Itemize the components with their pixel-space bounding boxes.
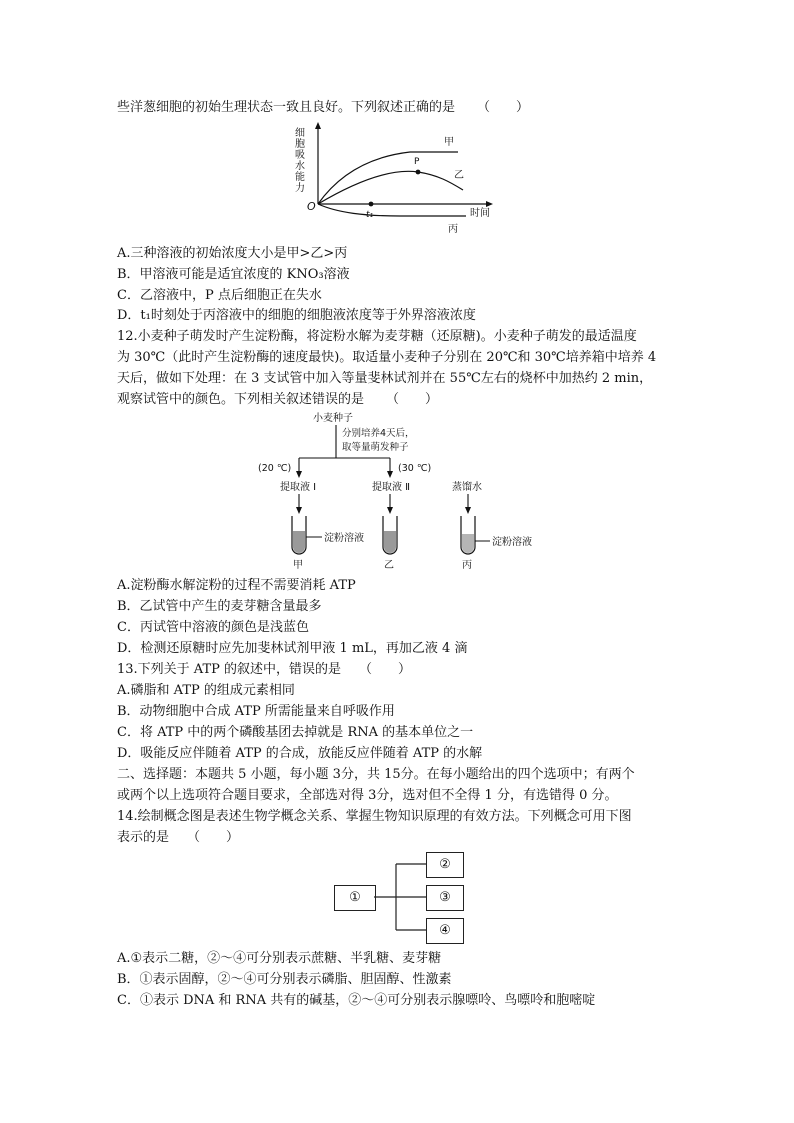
curve-jia	[318, 152, 458, 204]
section-2-line-1: 二、选择题：本题共 5 小题，每小题 3分，共 15分。在每小题给出的四个选项中；有两个	[117, 767, 635, 782]
q12-diagram	[250, 408, 550, 573]
tube-yi-label: 乙	[384, 560, 394, 571]
q13-option-b: B．动物细胞中合成 ATP 所需能量来自呼吸作用	[117, 704, 395, 719]
q12-stem-line-4: 观察试管中的颜色。下列相关叙述错误的是 （ ）	[117, 392, 439, 407]
ylabel-char: 力	[295, 183, 305, 194]
x-axis-label: 时间	[470, 208, 490, 219]
q11-option-a: A.三种溶液的初始浓度大小是甲>乙>丙	[117, 246, 348, 261]
curve-jia-label: 甲	[444, 137, 454, 148]
q14-option-a: A.①表示二糖，②～④可分别表示蔗糖、半乳糖、麦芽糖	[117, 951, 442, 966]
intro-line: 些洋葱细胞的初始生理状态一致且良好。下列叙述正确的是 （ ）	[117, 100, 530, 115]
q12-stem-line-3: 天后，做如下处理：在 3 支试管中加入等量斐林试剂并在 55℃左右的烧杯中加热约 2 min，	[117, 371, 653, 386]
curve-bing-label: 丙	[448, 224, 458, 235]
concept-box-2: ②	[426, 852, 464, 878]
concept-box-1: ①	[334, 885, 376, 911]
q11-option-d: D．t₁时刻处于丙溶液中的细胞的细胞液浓度等于外界溶液浓度	[117, 308, 476, 323]
water-label: 蒸馏水	[452, 482, 482, 493]
point-p-label: P	[414, 157, 420, 167]
seed-label: 小麦种子	[313, 413, 353, 424]
ylabel-char: 细	[295, 128, 305, 139]
q13-option-a: A.磷脂和 ATP 的组成元素相同	[117, 683, 295, 698]
q11-option-b: B．甲溶液可能是适宜浓度的 KNO₃溶液	[117, 267, 350, 282]
arrow-tube-1-head	[296, 507, 302, 514]
starch-label-2: 淀粉溶液	[492, 537, 532, 548]
q12-stem-line-1: 12.小麦种子萌发时产生淀粉酶，将淀粉水解为麦芽糖（还原糖)。小麦种子萌发的最适温度	[117, 329, 637, 344]
extract-1-label: 提取液 Ⅰ	[280, 482, 317, 493]
tube-bing-label: 丙	[462, 560, 472, 571]
curve-bing	[318, 204, 466, 216]
temp-20-label: (20 ℃)	[258, 463, 292, 474]
temp-30-label: (30 ℃)	[398, 463, 432, 474]
ylabel-char: 能	[295, 172, 305, 183]
q12-option-b: B．乙试管中产生的麦芽糖含量最多	[117, 599, 322, 614]
concept-box-4: ④	[426, 918, 464, 944]
q13-option-d: D．吸能反应伴随着 ATP 的合成，放能反应伴随着 ATP 的水解	[117, 746, 483, 761]
y-axis-arrow	[315, 122, 321, 129]
curve-yi-label: 乙	[454, 170, 464, 181]
arrow-tube-2-head	[387, 507, 393, 514]
q12-option-c: C．丙试管中溶液的颜色是浅蓝色	[117, 620, 309, 635]
curve-yi	[318, 171, 463, 204]
branch-right-arrow	[387, 471, 393, 478]
t1-point	[369, 202, 374, 207]
tube-jia	[292, 516, 306, 554]
x-axis-arrow	[486, 201, 493, 207]
q14-stem-line-1: 14.绘制概念图是表述生物学概念关系、掌握生物知识原理的有效方法。下列概念可用下图	[117, 809, 632, 824]
starch-label-1: 淀粉溶液	[324, 533, 364, 544]
extract-2-label: 提取液 Ⅱ	[372, 482, 411, 493]
q12-option-d: D．检测还原糖时应先加斐林试剂甲液 1 mL，再加乙液 4 滴	[117, 641, 468, 656]
branch-left-arrow	[296, 471, 302, 478]
section-2-line-2: 或两个以上选项符合题目要求，全部选对得 3分，选对但不全得 1 分，有选错得 0 分。	[117, 788, 618, 803]
q14-option-c: C．①表示 DNA 和 RNA 共有的碱基，②～④可分别表示腺嘌呤、鸟嘌呤和胞嘧啶	[117, 993, 596, 1008]
point-p	[416, 170, 421, 175]
ylabel-char: 胞	[295, 139, 305, 150]
tube-yi	[383, 516, 397, 554]
concept-box-3: ③	[426, 885, 464, 911]
q12-option-a: A.淀粉酶水解淀粉的过程不需要消耗 ATP	[117, 578, 356, 593]
origin-label: O	[307, 200, 316, 213]
ylabel-char: 水	[295, 161, 305, 172]
q14-option-b: B．①表示固醇，②～④可分别表示磷脂、胆固醇、性激素	[117, 972, 452, 987]
q13-option-c: C．将 ATP 中的两个磷酸基团去掉就是 RNA 的基本单位之一	[117, 725, 474, 740]
tube-jia-label: 甲	[293, 560, 303, 571]
q11-option-c: C．乙溶液中，P 点后细胞正在失水	[117, 288, 322, 303]
note-line-1: 分别培养4天后，	[342, 428, 415, 439]
q12-stem-line-2: 为 30℃（此时产生淀粉酶的速度最快)。取适量小麦种子分别在 20℃和 30℃培养箱中培养 4	[117, 350, 657, 365]
note-line-2: 取等量萌发种子	[342, 442, 409, 453]
arrow-tube-3-head	[465, 507, 471, 514]
q14-stem-line-2: 表示的是 （ ）	[117, 830, 240, 845]
q13-stem: 13.下列关于 ATP 的叙述中，错误的是 （ ）	[117, 662, 412, 677]
t1-label: t₁	[366, 210, 374, 220]
graph-ylabel	[295, 127, 305, 194]
q11-graph	[280, 120, 520, 240]
tube-bing	[461, 516, 475, 554]
ylabel-char: 吸	[295, 150, 305, 161]
